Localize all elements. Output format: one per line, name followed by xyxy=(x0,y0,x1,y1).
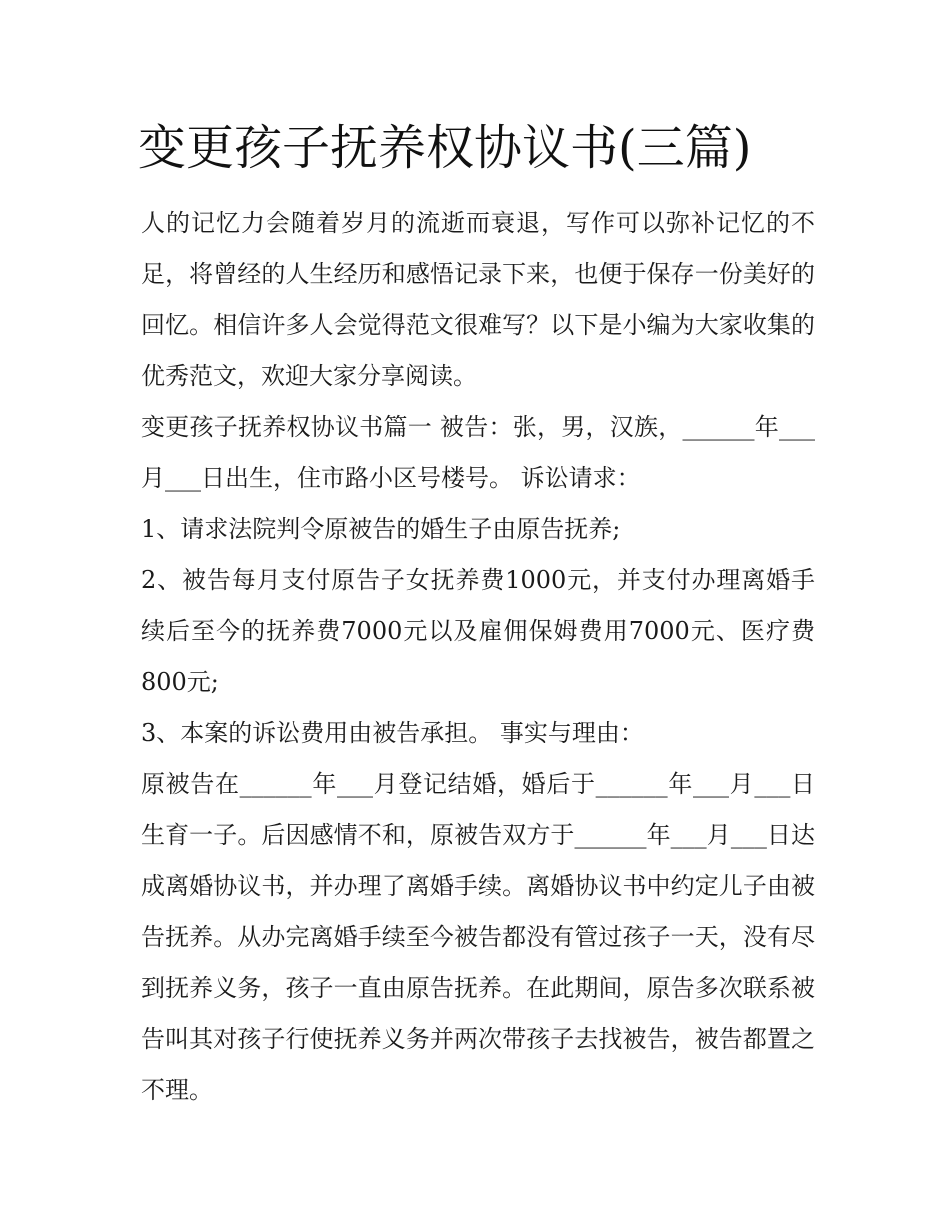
document-body xyxy=(141,198,815,1116)
intro-paragraph: 人的记忆力会随着岁月的流逝而衰退，写作可以弥补记忆的不足，将曾经的人生经历和感悟记录下来，也便于保存一份美好的回忆。相信许多人会觉得范文很难写？以下是小编为大家收集的优秀范文，欢迎大家分享阅读。 xyxy=(141,209,815,390)
defendant-paragraph: 变更孩子抚养权协议书篇一 被告：张，男，汉族，______年___月___日出生，住市路小区号楼号。 诉讼请求： xyxy=(141,413,815,492)
document-title: 变更孩子抚养权协议书(三篇) xyxy=(138,120,752,176)
claim-item-1: 1、请求法院判令原被告的婚生子由原告抚养; xyxy=(141,515,621,543)
facts-paragraph: 原被告在______年___月登记结婚，婚后于______年___月___日生育一子。后因感情不和，原被告双方于______年___月___日达成离婚协议书，并办理了离婚手续。离婚协议书中约定儿子由被告抚养。从办完离婚手续至今被告都没有管过孩子一天，没有尽到抚养义务，孩子一直由原告抚养。在此期间，原告多次联系被告叫其对孩子行使抚养义务并两次带孩子去找被告，被告都置之不理。 xyxy=(141,770,815,1104)
claim-item-3: 3、本案的诉讼费用由被告承担。 事实与理由： xyxy=(141,719,644,747)
claim-item-2: 2、被告每月支付原告子女抚养费1000元，并支付办理离婚手续后至今的抚养费7000元以及雇佣保姆费用7000元、医疗费800元; xyxy=(141,566,815,696)
